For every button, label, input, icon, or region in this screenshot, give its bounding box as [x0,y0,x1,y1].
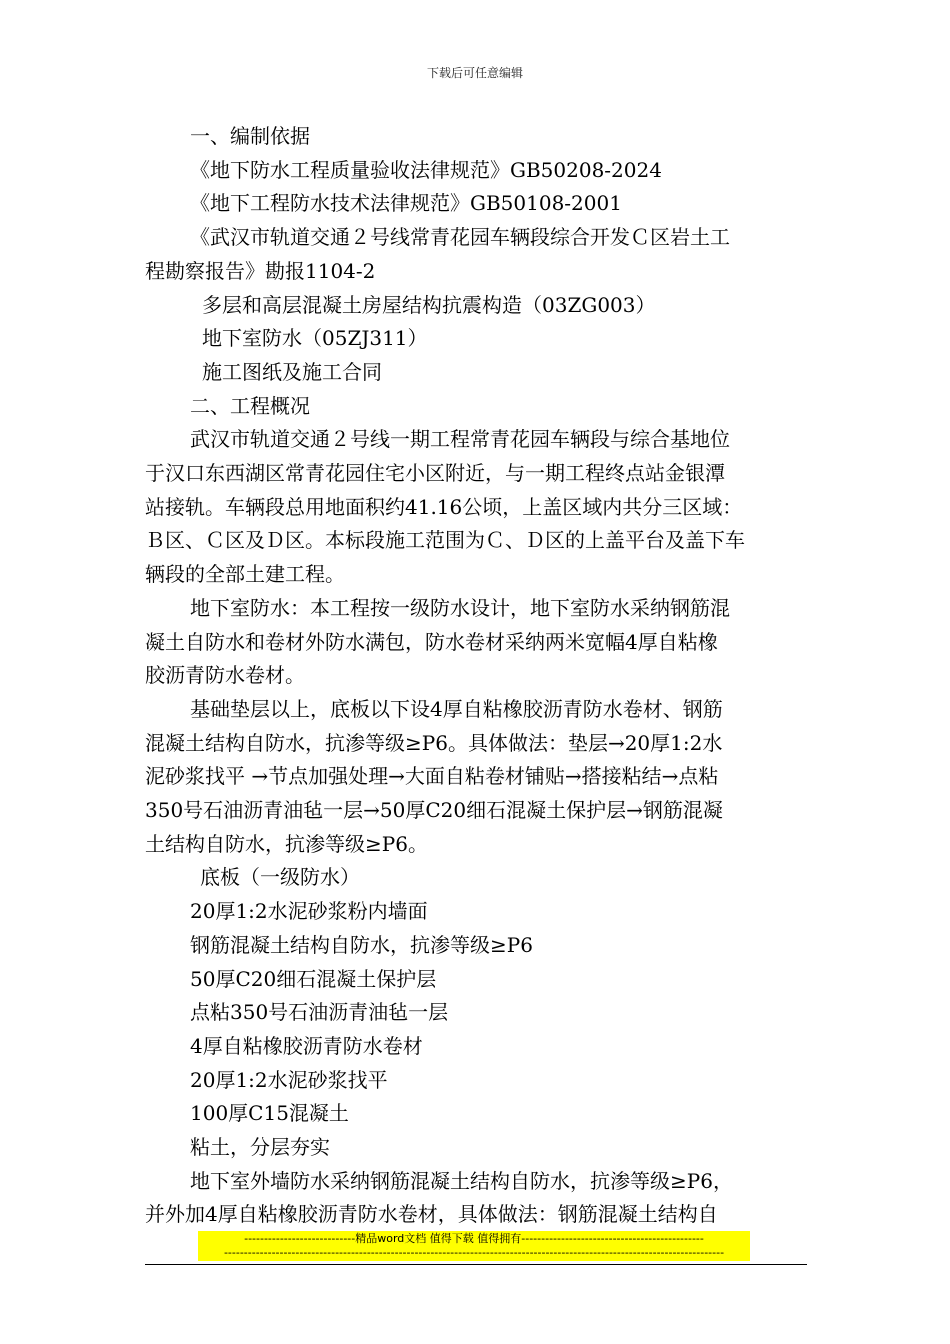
text-line: 20厚1:2水泥砂浆找平 [190,1067,388,1092]
page-header: 下载后可任意编辑 [426,66,523,80]
text-line: 350号石油沥青油毡一层→50厚C20细石混凝土保护层→钢筋混凝 [145,798,723,822]
text-line: 《地下防水工程质量验收法律规范》GB50208-2024 [190,157,662,182]
text-line: 50厚C20细石混凝土保护层 [190,966,437,991]
text-line: 地下室防水（05ZJ311） [202,326,428,351]
text-line: 土结构自防水，抗渗等级≥P6。 [145,831,428,856]
text-line: 地下室防水：本工程按一级防水设计，地下室防水采纳钢筋混 [190,595,730,620]
text-line: 混凝土结构自防水，抗渗等级≥P6。具体做法：垫层→20厚1:2水 [145,730,723,755]
text-line: 泥砂浆找平 →节点加强处理→大面自粘卷材铺贴→搭接粘结→点粘 [145,764,719,789]
footer-banner-text: ----------------------------精品word文档 值得下载 值得拥有---------------------------------------------- [244,1232,704,1245]
footer-banner [198,1231,750,1261]
text-line: 凝土自防水和卷材外防水满包，防水卷材采纳两米宽幅4厚自粘橡 [145,629,718,654]
text-line: 二、工程概况 [190,393,310,418]
text-line: 底板（一级防水） [200,865,360,890]
text-line: 辆段的全部土建工程。 [145,562,345,587]
text-line: 程勘察报告》勘报1104-2 [145,258,376,283]
text-line: 一、编制依据 [190,124,310,148]
footer-banner-dashes: ------------------------------------------------------------------------------------------------------------------------------ [223,1246,725,1259]
text-line: 胶沥青防水卷材。 [145,663,305,688]
text-line: 施工图纸及施工合同 [202,359,382,384]
text-line: 20厚1:2水泥砂浆粉内墙面 [190,899,428,924]
text-line: 并外加4厚自粘橡胶沥青防水卷材，具体做法：钢筋混凝土结构自 [145,1202,718,1227]
text-line: 点粘350号石油沥青油毡一层 [190,1000,449,1025]
text-line: 地下室外墙防水采纳钢筋混凝土结构自防水，抗渗等级≥P6， [190,1168,733,1193]
text-line: Ｂ区、Ｃ区及Ｄ区。本标段施工范围为Ｃ、Ｄ区的上盖平台及盖下车 [145,528,745,553]
text-line: 4厚自粘橡胶沥青防水卷材 [190,1033,423,1058]
text-line: 《地下工程防水技术法律规范》GB50108-2001 [190,191,622,216]
text-line: 站接轨。车辆段总用地面积约41.16公顷，上盖区域内共分三区域： [145,494,743,519]
text-line: 《武汉市轨道交通２号线常青花园车辆段综合开发Ｃ区岩土工 [190,225,730,250]
text-line: 100厚C15混凝土 [190,1101,349,1126]
text-line: 粘土，分层夯实 [190,1135,330,1159]
text-line: 钢筋混凝土结构自防水，抗渗等级≥P6 [190,932,533,957]
footer-rule [145,1264,807,1265]
text-line: 于汉口东西湖区常青花园住宅小区附近，与一期工程终点站金银潭 [145,461,725,485]
text-line: 基础垫层以上，底板以下设4厚自粘橡胶沥青防水卷材、钢筋 [190,696,723,721]
text-line: 多层和高层混凝土房屋结构抗震构造（03ZG003） [202,292,656,317]
text-line: 武汉市轨道交通２号线一期工程常青花园车辆段与综合基地位 [190,427,730,452]
